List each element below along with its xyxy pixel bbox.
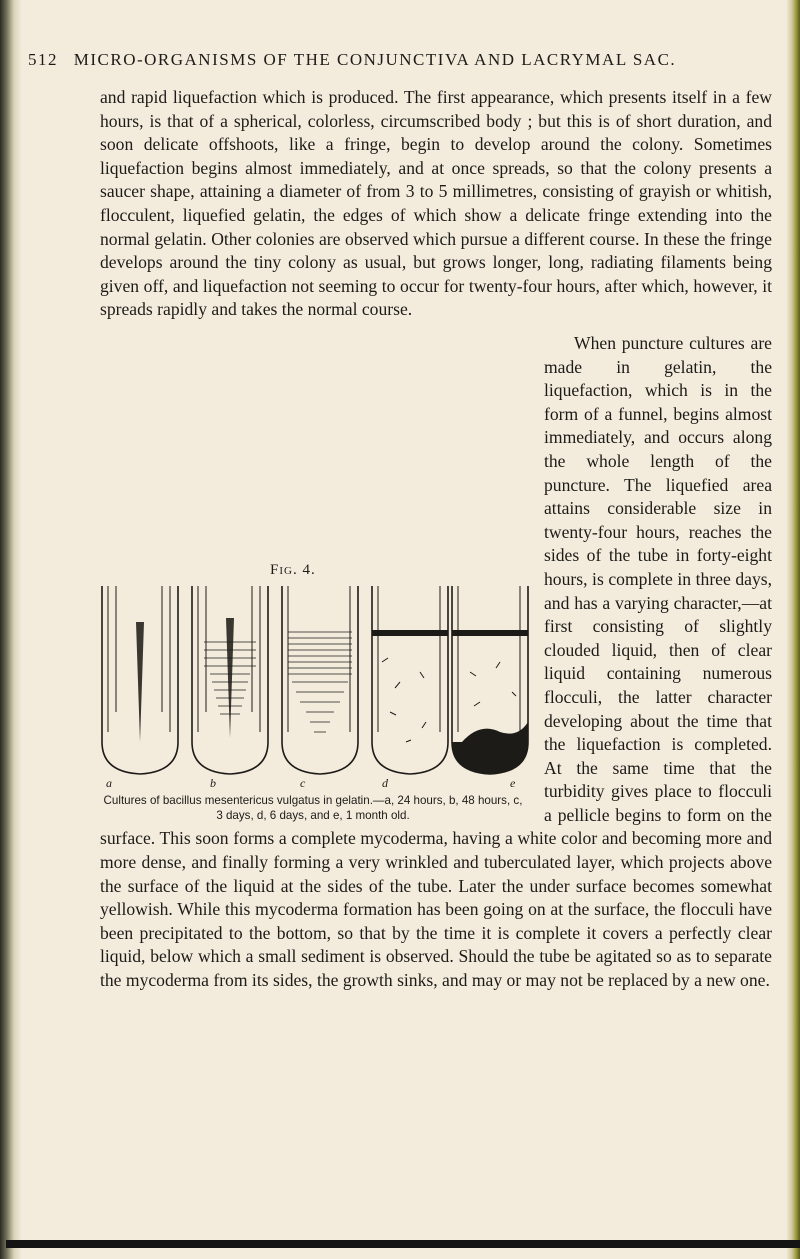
- test-tubes-illustration: [100, 562, 530, 792]
- page-number: 512: [28, 50, 58, 69]
- figure-label: Fig. 4.: [270, 562, 316, 578]
- running-header: [28, 50, 728, 70]
- page-binding-edge: [0, 0, 22, 1259]
- paragraph-colony-liquefaction: and rapid liquefaction which is produced. The first appearance, which presents itself in a few hours, is that of a spherical, colorless, circumscribed body ; but this is of short duration, and soon delicate offshoots, like a fringe, begin to develop around the colony. Sometimes liquefaction begins almost immediately, and at once spreads, so that the colony presents a saucer shape, attaining a diameter of from 3 to 5 millimetres, consisting of grayish or whitish, flocculent, liquefied gelatin, the edges of which show a delicate fringe extending into the normal gelatin. Other colonies are observed which pursue a different course. In these the fringe develops around the tiny colony as usual, but grows longer, long, radiating filaments being given off, and liquefaction not seeming to occur for twenty-four hours, after which, however, it spreads rapidly and takes the normal course.: [100, 87, 772, 320]
- figure-caption: Cultures of bacillus mesentericus vulgatus in gelatin.—a, 24 hours, b, 48 hours, c, 3 days, d, 6 days, and e, 1 month old.: [103, 794, 523, 822]
- bottom-dark-edge: [6, 1240, 800, 1248]
- tube-letter-d: d: [382, 776, 388, 790]
- paragraph-puncture-text: When puncture cultures are made in gelatin, the liquefaction, which is in the form of a funnel, begins almost immediately, and occurs along the whole length of the puncture. The liquefied area attains considerable size in twenty-four hours, reaches the sides of the tube in forty-eight hours, is complete in three days, and has a varying character,—at first consisting of slightly clouded liquid, then of clear liquid containing numerous flocculi, the latter character developing about the time that the liquefaction is completed. At the same time that the turbidity gives place to flocculi a pellicle begins to form on the surface. This soon forms a complete mycoderma, having a white color and becoming more and more dense, and finally forming a very wrinkled and tuberculated layer, which projects above the surface of the liquid at the sides of the tube. Later the under surface becomes somewhat yellowish. While this mycoderma formation has been going on at the surface, the flocculi have been precipitated to the bottom, so that by the time it is complete it covers a perfectly clear liquid, below which a small sediment is observed. Should the tube be agitated so as to separate the mycoderma from its sides, the growth sinks, and may or may not be replaced by a new one.: [100, 333, 772, 991]
- tube-letter-a: a: [106, 776, 112, 790]
- page-right-edge: [786, 0, 800, 1259]
- tube-letter-e: e: [510, 776, 516, 790]
- figure-4: [100, 562, 530, 790]
- tube-letter-b: b: [210, 776, 216, 790]
- tube-letter-c: c: [300, 776, 306, 790]
- running-title: MICRO-ORGANISMS OF THE CONJUNCTIVA AND LACRYMAL SAC.: [73, 50, 677, 69]
